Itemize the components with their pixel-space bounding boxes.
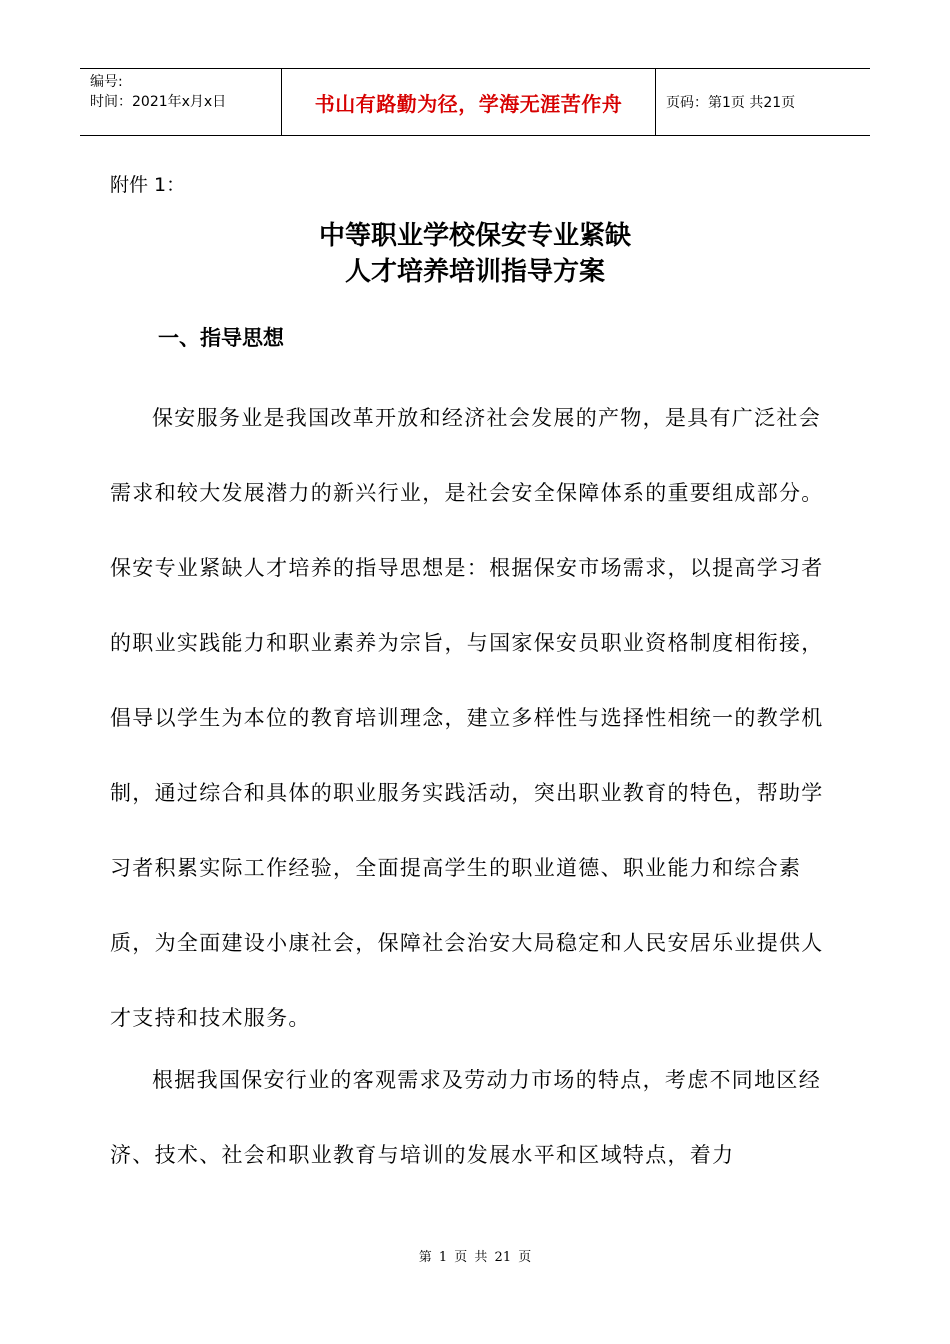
header-meta-cell <box>80 69 282 135</box>
document-title <box>0 218 950 290</box>
header-time-label: 时间：2021年x月x日 <box>90 94 227 110</box>
paragraph-1-text: 保安服务业是我国改革开放和经济社会发展的产物，是具有广泛社会需求和较大发展潜力的新兴行业，是社会安全保障体系的重要组成部分。保安专业紧缺人才培养的指导思想是：根据保安市场需求，以提高学习者的职业实践能力和职业素养为宗旨，与国家保安员职业资格制度相衔接，倡导以学生为本位的教育培训理念，建立多样性与选择性相统一的教学机制，通过综合和具体的职业服务实践活动，突出职业教育的特色，帮助学习者积累实际工作经验，全面提高学生的职业道德、职业能力和综合素质，为全面建设小康社会，保障社会治安大局稳定和人民安居乐业提供人才支持和技术服务。 <box>110 406 824 1030</box>
section-heading: 一、指导思想 <box>158 326 284 350</box>
page-header <box>80 68 870 136</box>
body-paragraph <box>110 381 840 1056</box>
paragraph-2-text: 根据我国保安行业的客观需求及劳动力市场的特点，考虑不同地区经济、技术、社会和职业教育与培训的发展水平和区域特点，着力 <box>110 1068 821 1167</box>
body-paragraph <box>110 1043 840 1193</box>
title-line-1: 中等职业学校保安专业紧缺 <box>318 221 631 251</box>
attachment-label: 附件 1： <box>110 174 186 196</box>
page-footer: 第 1 页 共 21 页 <box>418 1250 532 1265</box>
title-line-2: 人才培养培训指导方案 <box>344 257 605 287</box>
header-number-label: 编号: <box>90 74 123 90</box>
header-motto: 书山有路勤为径，学海无涯苦作舟 <box>282 69 656 135</box>
header-page-info: 页码：第1页 共21页 <box>666 95 796 111</box>
